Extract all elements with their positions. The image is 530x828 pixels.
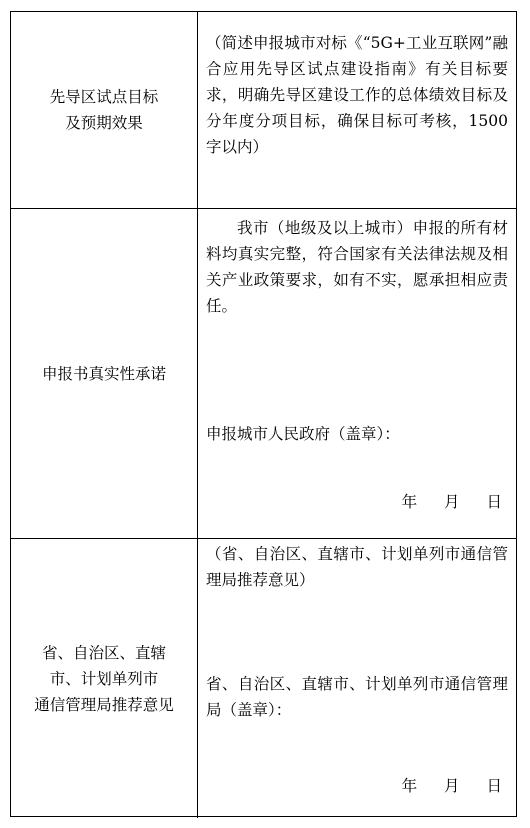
date-month: 月 [444, 777, 460, 795]
table-row-recommendation [11, 538, 516, 818]
recommendation-instruction: （省、自治区、直辖市、计划单列市通信管理局推荐意见） [206, 545, 508, 589]
instruction-text: （简述申报城市对标《“5G+工业互联网”融合应用先导区试点建设指南》有关目标要求，明确先导区建设工作的总体绩效目标及分年度分项目标，确保目标可考核，1500字以内） [206, 34, 508, 156]
label-line: 申报书真实性承诺 [41, 364, 166, 383]
label-line: 及预期效果 [65, 114, 143, 132]
date-month: 月 [444, 493, 460, 511]
label-line: 省、自治区、直辖 [41, 643, 166, 662]
content-cell-recommendation[interactable] [198, 539, 516, 818]
label-line: 通信管理局推荐意见 [34, 695, 174, 714]
date-line [206, 489, 502, 515]
application-form-table [10, 11, 517, 817]
table-row-authenticity-pledge [11, 208, 516, 538]
date-day: 日 [486, 493, 502, 511]
date-year: 年 [401, 777, 418, 795]
label-line: 先导区试点目标 [49, 88, 159, 106]
content-cell-target-effect[interactable] [198, 12, 516, 208]
content-cell-authenticity-pledge[interactable] [198, 209, 516, 538]
row-label-authenticity-pledge [11, 209, 197, 538]
row-label-recommendation [11, 539, 197, 818]
pledge-text: 我市（地级及以上城市）申报的所有材料均真实完整，符合国家有关法律法规及相关产业政策要求，如有不实，愿承担相应责任。 [206, 219, 508, 315]
signature-line-communications-bureau: 省、自治区、直辖市、计划单列市通信管理局（盖章）： [206, 675, 508, 719]
date-line [206, 773, 502, 799]
signature-line-city-government: 申报城市人民政府（盖章）： [206, 425, 400, 443]
table-row-target-effect [11, 12, 516, 208]
date-day: 日 [486, 777, 502, 795]
date-year: 年 [401, 493, 418, 511]
row-label-target-effect [11, 12, 197, 208]
label-line: 市、计划单列市 [49, 669, 159, 688]
